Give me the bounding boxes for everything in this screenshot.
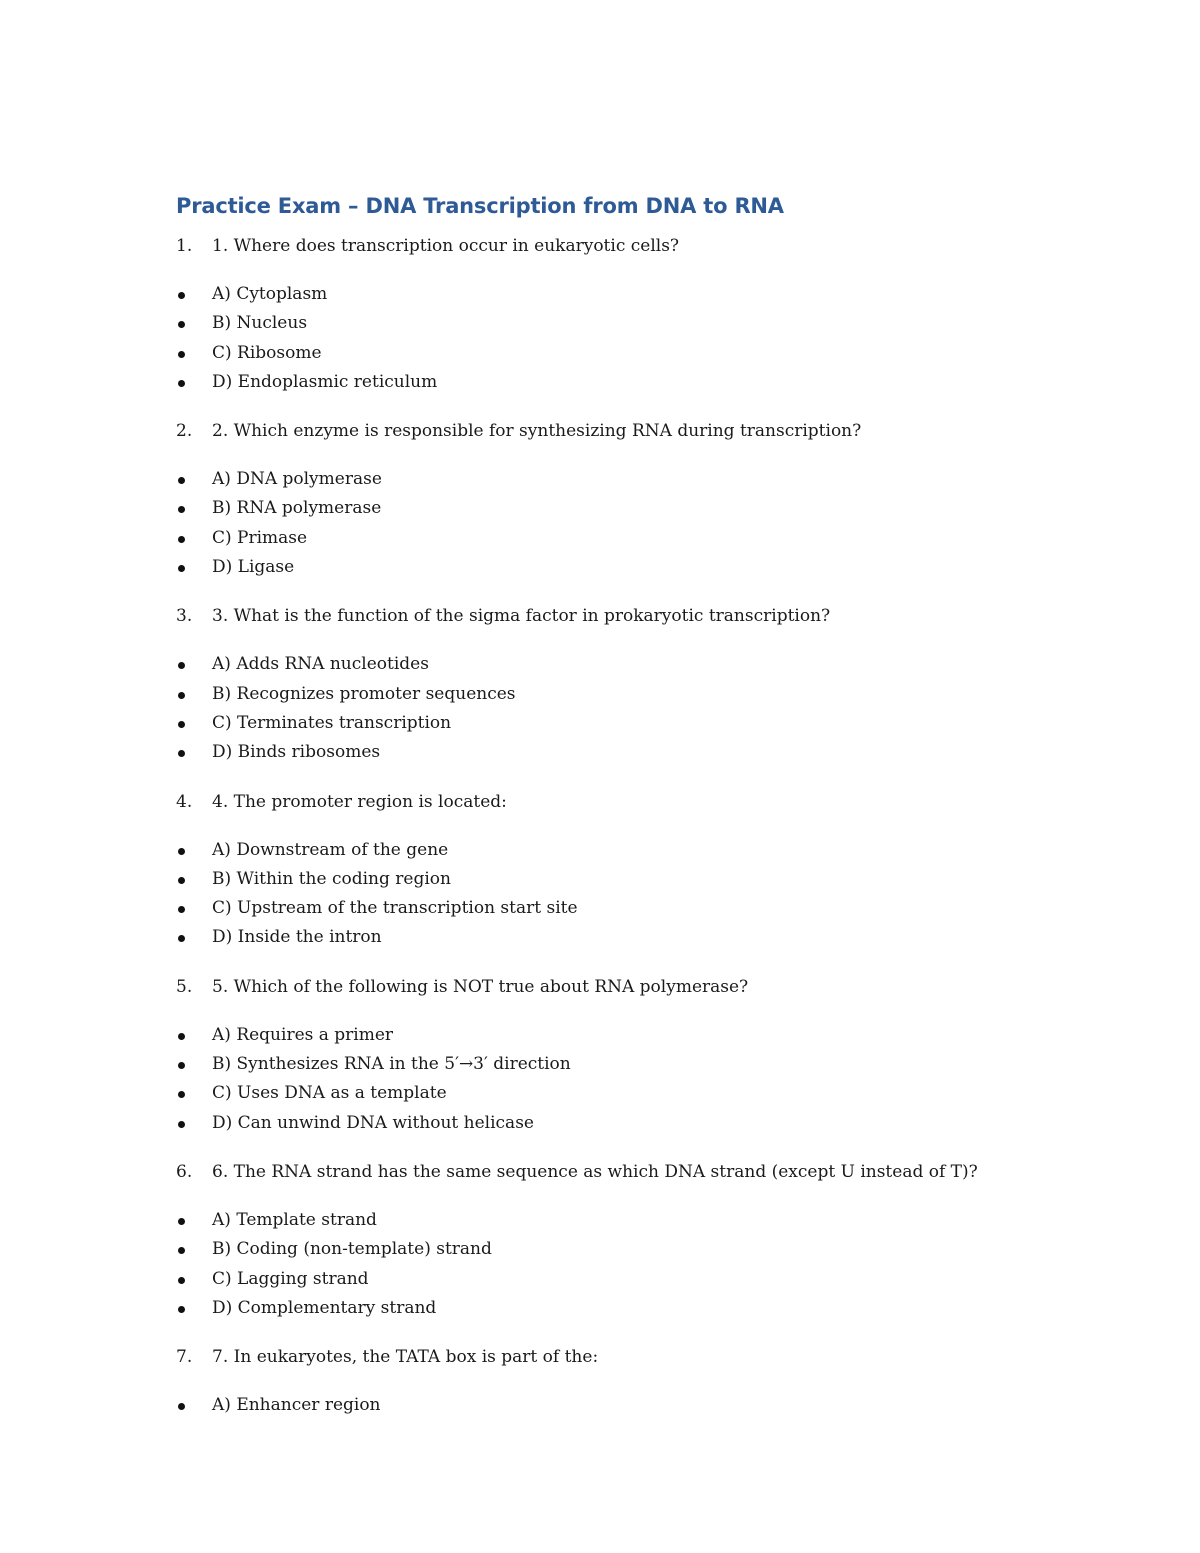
question-number: 3. — [176, 606, 193, 627]
option — [176, 709, 1076, 738]
option-text: D) Binds ribosomes — [212, 742, 381, 763]
bullet-icon — [178, 750, 185, 757]
option — [176, 680, 1076, 709]
option — [176, 339, 1076, 368]
option-text: C) Lagging strand — [212, 1268, 369, 1289]
option — [176, 894, 1076, 923]
question-text: 5. Which of the following is NOT true about RNA polymerase? — [212, 976, 749, 997]
question-number: 4. — [176, 791, 193, 812]
bullet-icon — [178, 1218, 185, 1225]
question — [176, 417, 1076, 446]
bullet-icon — [178, 321, 185, 328]
option-list — [176, 280, 1076, 397]
option-text: D) Ligase — [212, 557, 295, 578]
option-text: C) Uses DNA as a template — [212, 1083, 447, 1104]
bullet-icon — [178, 565, 185, 572]
bullet-icon — [178, 877, 185, 884]
question-text: 7. In eukaryotes, the TATA box is part of the: — [212, 1347, 599, 1368]
question — [176, 1158, 1076, 1187]
option — [176, 1265, 1076, 1294]
option — [176, 368, 1076, 397]
option — [176, 1109, 1076, 1138]
question-text: 2. Which enzyme is responsible for synthesizing RNA during transcription? — [212, 421, 862, 442]
question-text: 4. The promoter region is located: — [212, 791, 507, 812]
option-list — [176, 1021, 1076, 1138]
question-number: 2. — [176, 421, 193, 442]
option — [176, 1021, 1076, 1050]
bullet-icon — [178, 292, 185, 299]
bullet-icon — [178, 692, 185, 699]
option-text: A) Downstream of the gene — [212, 839, 449, 860]
option-text: A) Adds RNA nucleotides — [212, 654, 429, 675]
option-text: B) RNA polymerase — [212, 498, 382, 519]
bullet-icon — [178, 906, 185, 913]
option-text: C) Upstream of the transcription start site — [212, 898, 578, 919]
option — [176, 309, 1076, 338]
option — [176, 865, 1076, 894]
bullet-icon — [178, 721, 185, 728]
option-text: A) Requires a primer — [212, 1024, 394, 1045]
option-text: D) Endoplasmic reticulum — [212, 371, 438, 392]
question-block — [176, 417, 1076, 582]
option-text: B) Synthesizes RNA in the 5′→3′ direction — [212, 1054, 571, 1075]
bullet-icon — [178, 935, 185, 942]
bullet-icon — [178, 1033, 185, 1040]
question-block — [176, 973, 1076, 1138]
option — [176, 524, 1076, 553]
option-text: B) Coding (non-template) strand — [212, 1239, 492, 1260]
option — [176, 494, 1076, 523]
question — [176, 973, 1076, 1002]
bullet-icon — [178, 380, 185, 387]
document-content — [176, 190, 1076, 1440]
question — [176, 788, 1076, 817]
option-text: A) Cytoplasm — [212, 284, 328, 304]
option — [176, 1391, 1076, 1420]
bullet-icon — [178, 536, 185, 543]
bullet-icon — [178, 1403, 185, 1410]
option — [176, 836, 1076, 865]
option-text: C) Primase — [212, 527, 308, 548]
option — [176, 738, 1076, 767]
option-text: C) Terminates transcription — [212, 712, 452, 733]
option-text: A) Enhancer region — [212, 1395, 381, 1416]
bullet-icon — [178, 1277, 185, 1284]
bullet-icon — [178, 1062, 185, 1069]
question-block — [176, 788, 1076, 953]
option-text: D) Inside the intron — [212, 927, 382, 948]
option-text: D) Can unwind DNA without helicase — [212, 1112, 534, 1133]
option-list — [176, 650, 1076, 767]
question — [176, 1343, 1076, 1372]
option — [176, 553, 1076, 582]
question-number: 7. — [176, 1347, 193, 1368]
option — [176, 465, 1076, 494]
question-text: 1. Where does transcription occur in eukaryotic cells? — [212, 236, 680, 256]
question-text: 6. The RNA strand has the same sequence as which DNA strand (except U instead of T)? — [212, 1161, 978, 1182]
option — [176, 1206, 1076, 1235]
question-text: 3. What is the function of the sigma factor in prokaryotic transcription? — [212, 606, 831, 627]
option-text: A) DNA polymerase — [212, 469, 382, 490]
question-block — [176, 1343, 1076, 1420]
option — [176, 1235, 1076, 1264]
question-block — [176, 602, 1076, 767]
question-number: 5. — [176, 976, 193, 997]
option-text: B) Nucleus — [212, 313, 308, 334]
bullet-icon — [178, 1306, 185, 1313]
bullet-icon — [178, 848, 185, 855]
option-text: A) Template strand — [212, 1209, 377, 1230]
option-list — [176, 1206, 1076, 1323]
question-block — [176, 1158, 1076, 1323]
question — [176, 232, 1076, 261]
option-list — [176, 465, 1076, 582]
option-text: B) Recognizes promoter sequences — [212, 683, 516, 704]
option — [176, 1294, 1076, 1323]
question — [176, 602, 1076, 631]
question-number: 6. — [176, 1161, 193, 1182]
bullet-icon — [178, 1121, 185, 1128]
bullet-icon — [178, 351, 185, 358]
option-list — [176, 1391, 1076, 1420]
option — [176, 1079, 1076, 1108]
option — [176, 1050, 1076, 1079]
option-text: C) Ribosome — [212, 342, 322, 363]
option-text: D) Complementary strand — [212, 1297, 437, 1318]
bullet-icon — [178, 1091, 185, 1098]
option — [176, 280, 1076, 309]
question-number: 1. — [176, 236, 193, 256]
bullet-icon — [178, 662, 185, 669]
question-block — [176, 232, 1076, 397]
option — [176, 650, 1076, 679]
option-text: B) Within the coding region — [212, 868, 451, 889]
option — [176, 923, 1076, 952]
document-title: Practice Exam – DNA Transcription from DNA to RNA — [176, 194, 784, 218]
option-list — [176, 836, 1076, 953]
bullet-icon — [178, 506, 185, 513]
bullet-icon — [178, 1247, 185, 1254]
bullet-icon — [178, 477, 185, 484]
